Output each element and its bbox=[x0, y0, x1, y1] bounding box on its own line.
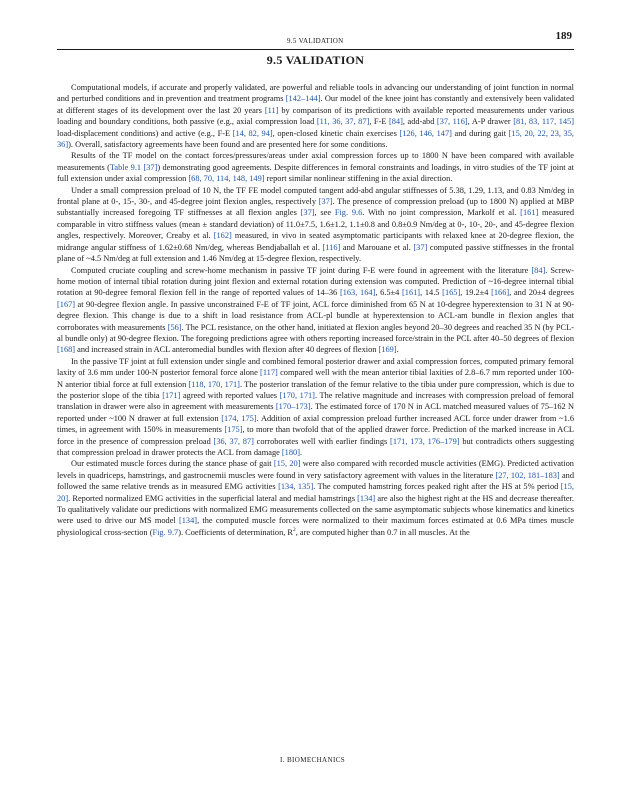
reference-link[interactable]: [134, 135] bbox=[278, 482, 314, 492]
running-section-title: 9.5 VALIDATION bbox=[287, 37, 344, 45]
text-run: Under a small compression preload of 10 N, the TF FE model computed tangent add-abd angular stiffnesses of 5.38, 1.29, 1.13, and 0.83 Nm/deg in frontal plane at 0-, 15-, 30-, and 45-degree joint flexion angles, respectively bbox=[57, 185, 574, 207]
text-run: and during gait bbox=[451, 128, 509, 138]
text-run: computed passive stiffnesses in the frontal plane of ~4.5 Nm/deg at full extension and 1.46 Nm/deg at 15-degree flexion, respectively. bbox=[57, 242, 575, 264]
reference-link[interactable]: [37, 116] bbox=[436, 117, 468, 127]
footer-part-label: I. BIOMECHANICS bbox=[279, 756, 346, 764]
reference-link[interactable]: [167] bbox=[57, 299, 76, 309]
reference-link[interactable]: Fig. 9.6 bbox=[334, 208, 363, 218]
text-run: ). Overall, satisfactory agreements have been found and are presented here for some conditions. bbox=[68, 140, 388, 150]
paragraph bbox=[57, 265, 574, 356]
text-run: . bbox=[299, 448, 303, 457]
reference-link[interactable]: [68, 70, 114, 148, 149] bbox=[188, 174, 265, 184]
text-run: . Reported normalized EMG activities in the superficial lateral and medial hamstrings bbox=[68, 493, 358, 503]
reference-link[interactable]: [116] bbox=[322, 242, 341, 252]
page-number: 189 bbox=[555, 30, 572, 42]
reference-link[interactable]: [161] bbox=[402, 288, 421, 298]
text-run: . Our model of the knee joint has constantly and extensively been validated at different stages of its development over the last 20 years bbox=[57, 94, 574, 115]
reference-link[interactable]: [36, 37, 87] bbox=[213, 436, 254, 446]
paragraph bbox=[57, 150, 574, 184]
reference-link[interactable]: [175] bbox=[224, 425, 243, 435]
reference-link[interactable]: [56] bbox=[167, 322, 182, 332]
reference-link[interactable]: [15, 20, 22, 23, 35, 36] bbox=[57, 128, 574, 150]
text-run: but contradicts others suggesting that compression preload in drawer protects the ACL from damage bbox=[57, 436, 574, 457]
reference-link[interactable]: [27, 102, 181–183] bbox=[495, 470, 560, 480]
running-header bbox=[57, 27, 574, 50]
text-run: , and 20±4 degrees bbox=[509, 288, 574, 298]
reference-link[interactable]: [168] bbox=[57, 345, 76, 355]
reference-link[interactable]: Table 9.1 bbox=[109, 162, 142, 172]
reference-link[interactable]: [81, 83, 117, 145] bbox=[513, 117, 575, 127]
reference-link[interactable]: [11] bbox=[264, 105, 279, 115]
reference-link[interactable]: [37] bbox=[143, 162, 158, 172]
text-run: ). Coefficients of determination, R bbox=[178, 527, 293, 537]
text-run: were also compared with recorded muscle activities (EMG). Predicted activation levels in quadriceps, hamstrings, and gastrocnemii muscles were found in very satisfactory agreement with values in the literature bbox=[57, 459, 574, 480]
text-run: , to more than twofold that of the applied drawer force. Prediction of the marked increase in ACL force in the presence of compression preload bbox=[57, 425, 574, 446]
reference-link[interactable]: [126, 146, 147] bbox=[399, 128, 452, 138]
reference-link[interactable]: [170–173] bbox=[275, 402, 311, 412]
reference-link[interactable]: [84] bbox=[388, 117, 403, 127]
text-run: and Marouane et al. bbox=[340, 242, 414, 252]
reference-link[interactable]: [163, 164] bbox=[339, 288, 376, 298]
text-run: . The PCL resistance, on the other hand, initiated at flexion angles beyond 20–30 degrees and reached 35 N (by PCL-al bundle only) at 90-degree flexion. The foregoing predictions agree with others reporting increased force/strain in the PCL after 40–50 degrees of flexion bbox=[57, 322, 574, 343]
text-run: and increased strain in ACL anteromedial bundles with flexion after 40 degrees of flexion bbox=[75, 345, 379, 355]
text-run: , the computed muscle forces were normalized to their maximum forces estimated at 0.6 MPa times muscle physiological cross-section ( bbox=[57, 516, 575, 537]
text-run: In the passive TF joint at full extension under single and combined femoral posterior drawer and axial compression forces, computed primary femoral laxity of 3.6 mm under 100-N posterior femoral force alone bbox=[57, 356, 574, 378]
text-run: , add-abd bbox=[402, 117, 437, 127]
paragraph bbox=[57, 458, 574, 538]
reference-link[interactable]: [171] bbox=[162, 390, 181, 400]
text-run: by comparison of its predictions with available reported measurements under various loading and boundary conditions, both passive (e.g., axial compression load bbox=[57, 105, 574, 127]
text-run: . The computed hamstring forces peaked right after the HS at 5% period bbox=[313, 482, 561, 492]
reference-link[interactable]: [180] bbox=[281, 448, 300, 457]
text-run: ) demonstrating good agreements. Despite differences in femoral constraints and loadings, in vitro studies of the TF joint at full extension under axial compression bbox=[57, 162, 575, 184]
section-heading: 9.5 VALIDATION bbox=[266, 53, 365, 67]
paragraph bbox=[57, 82, 574, 150]
text-run: load-displacement conditions) and active (e.g., F-E bbox=[57, 128, 233, 138]
reference-link[interactable]: [15, 20] bbox=[273, 459, 301, 469]
reference-link[interactable]: [134] bbox=[178, 516, 198, 526]
reference-link[interactable]: [15, 20] bbox=[57, 482, 574, 503]
paragraph bbox=[57, 356, 574, 459]
text-run: . Screw-home motion of internal tibial rotation during joint flexion and external rotation during extension was computed. Prediction of ~16-degree internal tibial rotation at 90-degree femoral flexion fell in the range of reported values of 14–36 bbox=[57, 265, 574, 298]
text-run: Results of the TF model on the contact forces/pressures/areas under axial compression forces up to 1800 N have been compared with available measurements ( bbox=[57, 151, 574, 172]
text-run: at 90-degree flexion angle. In passive unconstrained F-E of TF joint, ACL force diminished from 65 N at 10-degree hyperextension to 31 N at 90-degree flexion. This change is due to a shift in load resistance from ACL-pl bundle at hyperextension to ACL-am bundle in flexion angles that corroborates with measurements bbox=[57, 299, 574, 332]
text-run: . The posterior translation of the femur relative to the tibia under pure compression, which is due to the posterior slope of the tibia bbox=[57, 379, 574, 400]
text-run: , 14.5 bbox=[420, 288, 443, 298]
reference-link[interactable]: [171, 173, 176–179] bbox=[390, 436, 460, 446]
text-run: corroborates well with earlier findings bbox=[253, 436, 391, 446]
reference-link[interactable]: [166] bbox=[491, 288, 510, 298]
text-run: are also the highest right at the HS and decrease thereafter. To qualitatively validate our predictions with normalized EMG measurements collected on the same asymptomatic subjects whose kinematics and kinetics were used to drive our MS model bbox=[57, 493, 574, 526]
text-run: , A-P drawer bbox=[467, 117, 514, 127]
reference-link[interactable]: [169] bbox=[378, 345, 397, 355]
reference-link[interactable]: [37] bbox=[413, 242, 428, 252]
text-run: . The presence of compression preload (up to 1800 N) applied at MBP substantially increased foregoing TF stiffnesses at all flexion angles bbox=[57, 197, 574, 218]
reference-link[interactable]: Fig. 9.7 bbox=[152, 527, 179, 537]
reference-link[interactable]: [162] bbox=[213, 231, 232, 241]
reference-link[interactable]: [165] bbox=[442, 288, 461, 298]
text-run: . With no joint compression, Markolf et al. bbox=[362, 208, 521, 218]
text-run: report similar nonlinear stiffening in the axial direction. bbox=[264, 174, 453, 184]
reference-link[interactable]: [117] bbox=[260, 368, 278, 378]
text-run: Computed cruciate coupling and screw-home mechanism in passive TF joint during F-E were found in agreement with the literature bbox=[71, 265, 532, 275]
text-run: compared well with the mean anterior tibial laxities of 2.8–6.7 mm reported under 100-N anterior tibial force at full extension bbox=[57, 368, 574, 389]
reference-link[interactable]: [84] bbox=[531, 265, 546, 275]
text-run: . bbox=[396, 345, 399, 355]
text-run: , open-closed kinetic chain exercises bbox=[272, 128, 400, 138]
text-run: . The estimated force of 170 N in ACL matched measured values of 75–162 N reported under ~100 N drawer at full extension bbox=[57, 402, 574, 423]
reference-link[interactable]: [11, 36, 37, 87] bbox=[316, 117, 370, 127]
text-run: Computational models, if accurate and properly validated, are powerful and reliable tools in advancing our understanding of joint function in normal and perturbed conditions and in prevention and treatment programs bbox=[57, 83, 574, 104]
text-run: , 19.2±4 bbox=[460, 288, 492, 298]
text-run: Our estimated muscle forces during the stance phase of gait bbox=[71, 459, 274, 469]
text-run: , are computed higher than 0.7 in all muscles. At the bbox=[295, 527, 470, 537]
text-run: , see bbox=[314, 208, 335, 218]
paragraph bbox=[57, 185, 574, 265]
reference-link[interactable]: [37] bbox=[300, 208, 315, 218]
text-run: . Addition of axial compression preload further increased ACL force under drawer from ~1.6 times, in agreement with 150% in measurements bbox=[57, 413, 574, 435]
text-run: , F-E bbox=[369, 117, 389, 127]
reference-link[interactable]: [174, 175] bbox=[221, 413, 257, 423]
reference-link[interactable]: [161] bbox=[520, 208, 539, 218]
text-run: , 6.5±4 bbox=[375, 288, 402, 298]
text-run: measured, in vivo in seated asymptomatic participants with relaxed knee at 20-degree flexion, the midrange angular stiffness of 1.62±0.68 Nm/deg, whereas Bendjaballah et al. bbox=[57, 231, 574, 252]
reference-link[interactable]: [14, 82, 94] bbox=[232, 128, 273, 138]
reference-link[interactable]: [134] bbox=[357, 493, 376, 503]
text-run: . The relative magnitude and increases with compression preload of femoral translation in drawer were also in agreement with measurements bbox=[57, 390, 574, 412]
text-run: agreed with reported values bbox=[180, 390, 280, 400]
reference-link[interactable]: [118, 170, 171] bbox=[188, 379, 240, 389]
reference-link[interactable]: [170, 171] bbox=[279, 390, 315, 400]
superscript: 2 bbox=[292, 527, 296, 534]
reference-link[interactable]: [37] bbox=[318, 197, 333, 207]
text-run: measured comparable in vitro stiffness values (mean ± standard deviation) of 11.0±7.5, 1.6±1.2, 1.1±0.8 and 0.8±0.9 Nm/deg at 0-, 10-, 20-, and 45-degree flexion angles, respectively. Moreover, Creaby et al. bbox=[57, 208, 574, 241]
body-text bbox=[57, 82, 574, 538]
text-run: and followed the same relative trends as in measured EMG activities bbox=[57, 470, 574, 492]
reference-link[interactable]: [142–144] bbox=[285, 94, 321, 104]
